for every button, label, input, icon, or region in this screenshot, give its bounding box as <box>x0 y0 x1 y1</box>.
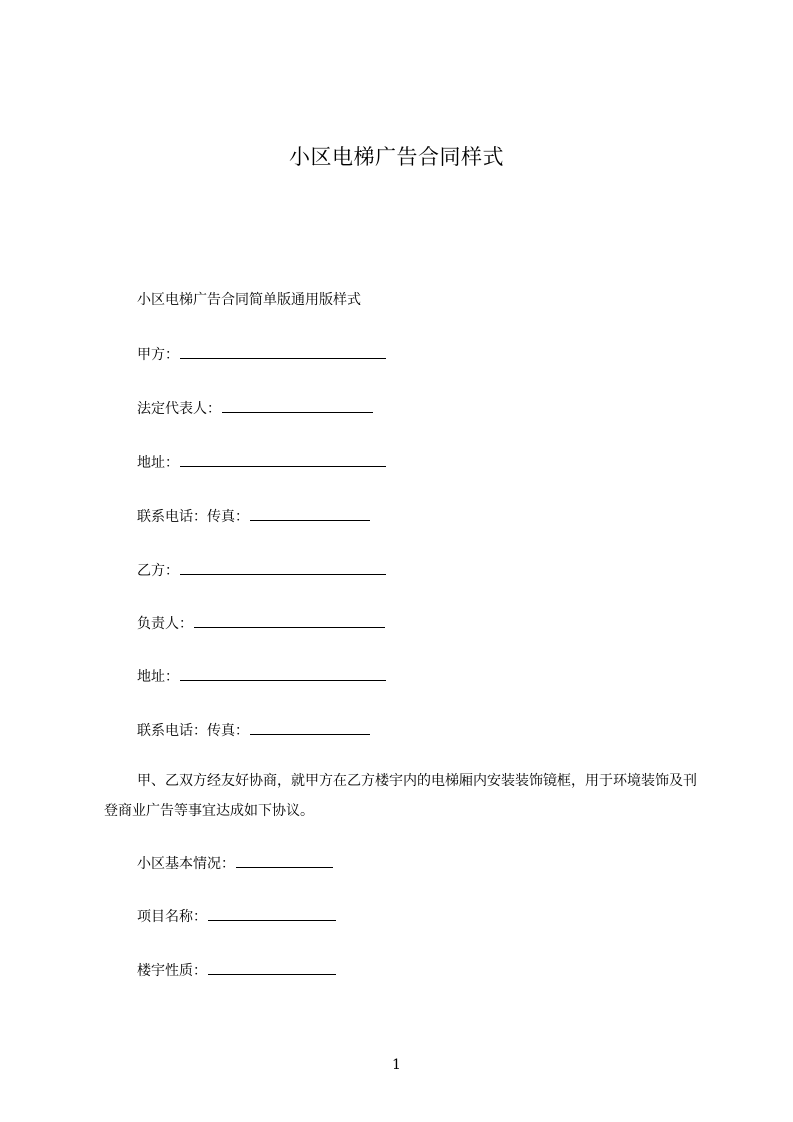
field-community-info <box>137 853 333 874</box>
field-label: 项目名称： <box>137 909 207 925</box>
fill-in-blank[interactable] <box>180 560 386 575</box>
field-responsible-person <box>137 613 385 634</box>
document-subtitle <box>137 290 361 310</box>
fill-in-blank[interactable] <box>222 398 373 413</box>
field-label: 地址： <box>137 669 179 685</box>
fill-in-blank[interactable] <box>208 906 336 921</box>
fill-in-blank[interactable] <box>180 452 386 467</box>
fill-in-blank[interactable] <box>194 613 385 628</box>
field-label: 小区基本情况： <box>137 856 235 872</box>
field-label: 甲方： <box>137 347 179 363</box>
subtitle-text: 小区电梯广告合同简单版通用版样式 <box>137 292 361 308</box>
field-label: 乙方： <box>137 563 179 579</box>
document-title: 小区电梯广告合同样式 <box>289 145 504 169</box>
field-label: 法定代表人： <box>137 401 221 417</box>
fill-in-blank[interactable] <box>180 344 386 359</box>
field-party-b <box>137 560 386 581</box>
field-label: 联系电话：传真： <box>137 723 249 739</box>
field-party-a <box>137 344 386 365</box>
field-phone-fax-b <box>137 720 370 741</box>
field-label: 地址： <box>137 455 179 471</box>
fill-in-blank[interactable] <box>208 960 336 975</box>
field-phone-fax-a <box>137 506 370 527</box>
field-label: 联系电话：传真： <box>137 509 249 525</box>
fill-in-blank[interactable] <box>180 666 386 681</box>
field-project-name <box>137 906 336 927</box>
field-legal-representative <box>137 398 373 419</box>
field-building-type <box>137 960 336 981</box>
field-address-a <box>137 452 386 473</box>
fill-in-blank[interactable] <box>250 720 370 735</box>
fill-in-blank[interactable] <box>250 506 370 521</box>
field-address-b <box>137 666 386 687</box>
field-label: 楼宇性质： <box>137 963 207 979</box>
page-number: 1 <box>392 1057 401 1073</box>
fill-in-blank[interactable] <box>236 853 333 868</box>
intro-paragraph: 甲、乙双方经友好协商，就甲方在乙方楼宇内的电梯厢内安装装饰镜框，用于环境装饰及刊登商业广告等事宜达成如下协议。 <box>104 773 697 819</box>
field-label: 负责人： <box>137 616 193 632</box>
